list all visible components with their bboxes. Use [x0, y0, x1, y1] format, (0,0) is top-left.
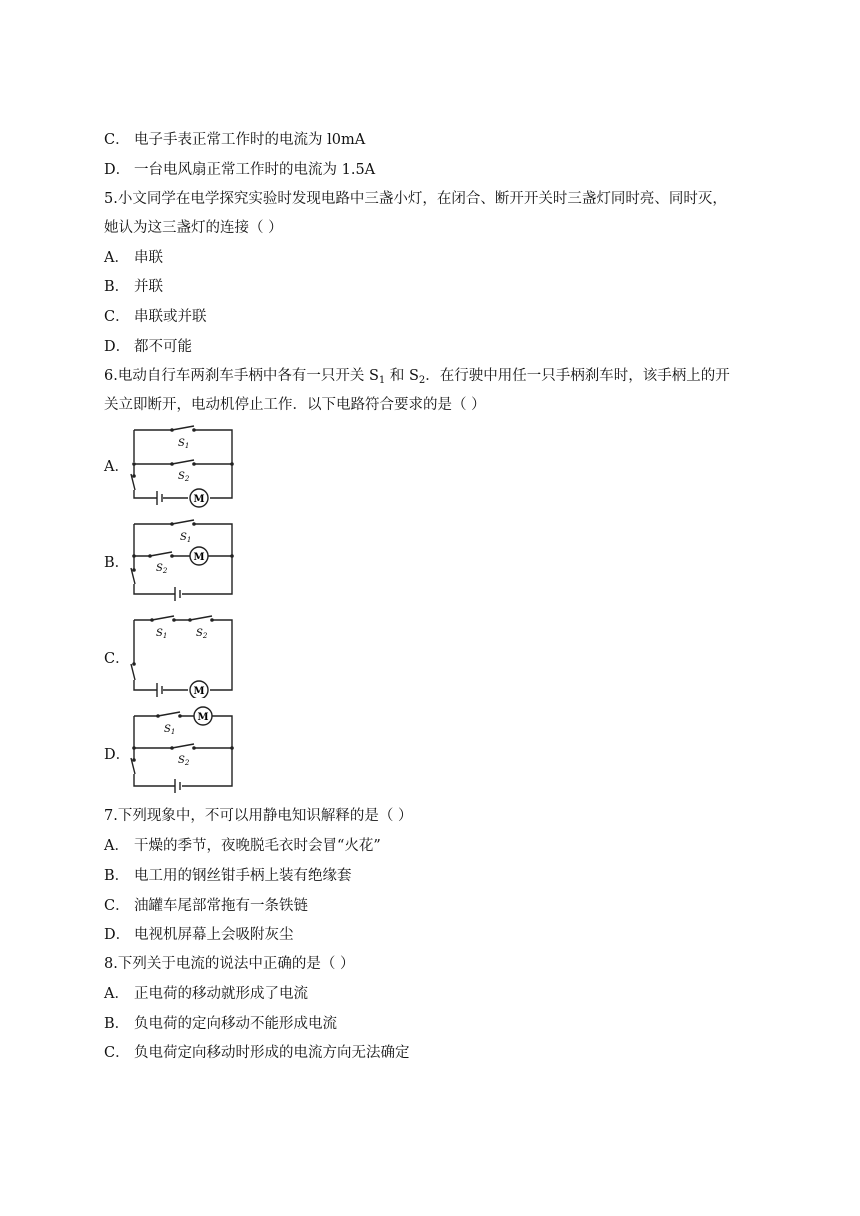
s1-label: $S_1$ [178, 438, 190, 450]
q6-sub-2: 2 [418, 375, 426, 386]
option-text: 负电荷定向移动时形成的电流方向无法确定 [134, 1045, 410, 1061]
q7-option-d [104, 925, 294, 945]
option-letter: B． [104, 1016, 130, 1032]
s2-label: $S_2$ [156, 563, 168, 575]
motor-label: M [193, 494, 205, 505]
option-text: 一台电风扇正常工作时的电流为 1.5A [134, 162, 376, 178]
q7-option-a [104, 836, 381, 856]
q5-stem-line2: 她认为这三盏灯的连接（ ） [104, 220, 283, 236]
option-letter: C． [104, 309, 130, 325]
circuit-diagram-d [128, 706, 240, 794]
option-letter: C． [104, 1045, 130, 1061]
option-text: 负电荷的定向移动不能形成电流 [134, 1016, 337, 1032]
q6-sub-1: 1 [378, 375, 386, 386]
q6-option-a-label: A． [104, 459, 129, 475]
q5-option-b [104, 277, 163, 297]
q5-option-c [104, 307, 207, 327]
circuit-diagram-a [128, 424, 240, 510]
q8-option-c [104, 1043, 410, 1063]
motor-label: M [193, 686, 205, 697]
circuit-diagram-b [128, 518, 240, 606]
q4-option-c [104, 130, 365, 150]
option-text: 串联或并联 [134, 309, 207, 325]
option-letter: D． [104, 339, 131, 355]
option-letter: B． [104, 868, 130, 884]
q6-stem-part-c: ．在行驶中用任一只手柄刹车时，该手柄上的开 [425, 368, 730, 384]
q4-option-d [104, 160, 375, 180]
option-letter: A． [104, 250, 129, 266]
q5-option-d [104, 337, 192, 357]
s1-label: $S_1$ [164, 724, 176, 736]
option-text: 干燥的季节，夜晚脱毛衣时会冒“火花” [134, 838, 381, 854]
option-text: 油罐车尾部常拖有一条铁链 [134, 898, 308, 914]
option-text: 并联 [134, 279, 163, 295]
option-text: 都不可能 [134, 339, 192, 355]
q7-option-c [104, 896, 308, 916]
s1-label: $S_1$ [156, 628, 168, 640]
motor-label: M [197, 712, 209, 723]
option-text: 电视机屏幕上会吸附灰尘 [134, 927, 294, 943]
q6-option-b-label: B． [104, 555, 130, 571]
q8-option-a [104, 984, 308, 1004]
motor-label: M [193, 552, 205, 563]
circuit-diagram-c [128, 614, 240, 698]
q5-stem-line1: 5.小文同学在电学探究实验时发现电路中三盏小灯，在闭合、断开开关时三盏灯同时亮、同时灭， [104, 191, 727, 207]
q6-stem-line2: 关立即断开，电动机停止工作．以下电路符合要求的是（ ） [104, 397, 486, 413]
s1-label: $S_1$ [180, 532, 192, 544]
q8-stem: 8.下列关于电流的说法中正确的是（ ） [104, 956, 355, 972]
option-text: 电工用的钢丝钳手柄上装有绝缘套 [134, 868, 352, 884]
q7-option-b [104, 866, 352, 886]
option-text: 串联 [134, 250, 163, 266]
option-letter: C． [104, 132, 130, 148]
option-text: 电子手表正常工作时的电流为 l0mA [134, 132, 366, 148]
option-letter: A． [104, 986, 129, 1002]
option-letter: D． [104, 162, 131, 178]
q6-stem-part-b: 和 S [385, 368, 419, 384]
q5-option-a [104, 248, 163, 268]
q6-option-d-label: D． [104, 747, 131, 763]
q7-stem: 7.下列现象中，不可以用静电知识解释的是（ ） [104, 808, 413, 824]
s2-label: $S_2$ [196, 628, 208, 640]
option-letter: B． [104, 279, 130, 295]
s2-label: $S_2$ [178, 471, 190, 483]
q6-stem-line1 [104, 366, 730, 391]
option-letter: C． [104, 898, 130, 914]
s2-label: $S_2$ [178, 755, 190, 767]
q8-option-b [104, 1014, 337, 1034]
option-letter: A． [104, 838, 129, 854]
option-letter: D． [104, 927, 131, 943]
q6-stem-part-a: 6.电动自行车两刹车手柄中各有一只开关 S [104, 368, 379, 384]
option-text: 正电荷的移动就形成了电流 [134, 986, 308, 1002]
q6-option-c-label: C． [104, 651, 130, 667]
